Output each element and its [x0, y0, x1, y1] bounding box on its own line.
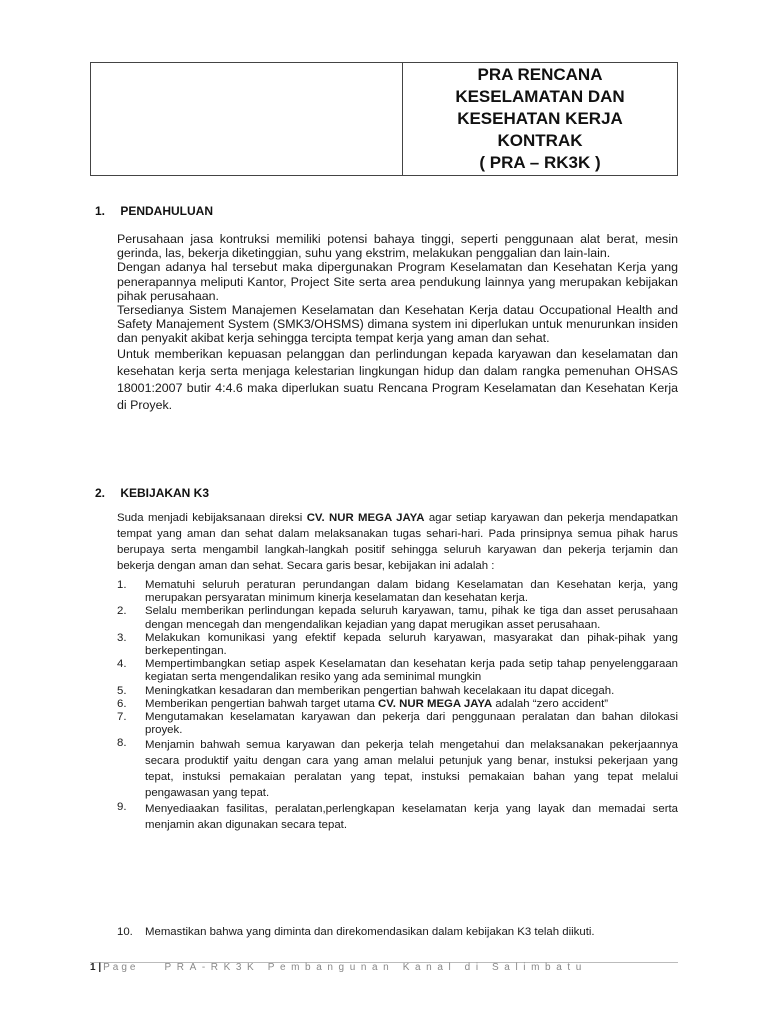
item-number: 10.: [117, 926, 133, 938]
footer-document-title: PRA-RK3K Pembangunan Kanal di Salimbatu: [164, 962, 587, 973]
item-text: Mempertimbangkan setiap aspek Keselamatan dan kesehatan kerja pada setip tahap penyelenggaraan kegiatan serta mengendalikan resiko yang ada seminimal mungkin: [145, 658, 678, 684]
item-number: 6.: [117, 697, 127, 710]
item-text: Mematuhi seluruh peraturan perundangan dalam bidang Keselamatan dan Kesehatan kerja, yang merupakan persyaratan minimum kinerja keselamatan dan kesehatan kerja.: [145, 579, 678, 605]
page-label: Page: [103, 962, 139, 973]
section-title: PENDAHULUAN: [120, 204, 214, 218]
kebijakan-intro: [117, 510, 678, 574]
item-text: Menjamin bahwah semua karyawan dan pekerja telah mengetahui dan melaksanakan pekerjaannya secara produktif yaitu dengan cara yang aman melalui petunjuk yang benar, instuksi pekerjaan yang tepat, instuksi pemakaian peralatan yang tepat, instuksi pemakaian bahan yang tepat melalui pengawasan yang tepat.: [145, 739, 678, 800]
title-line: PRA RENCANA: [477, 65, 603, 84]
item-number: 2.: [117, 605, 127, 618]
document-title: [403, 63, 677, 175]
item-number: 4.: [117, 658, 127, 671]
item-number: 8.: [117, 737, 127, 750]
item-text-part: adalah “zero accident”: [492, 697, 609, 710]
title-line: KESEHATAN KERJA: [457, 109, 623, 128]
page-number: 1 |: [90, 962, 102, 973]
item-text: Mengutamakan keselamatan karyawan dan pekerja dari penggunaan peralatan dan bahan dilokasi proyek.: [145, 711, 678, 737]
paragraph: Tersedianya Sistem Manajemen Keselamatan dan Kesehatan Kerja datau Occupational Health and Safety Manajement System (SMK3/OHSMS) dimana system ini diperlukan untuk menurunkan insiden dan penyakit akibat kerja sehingga tercipta tempat kerja yang aman dan sehat.: [117, 303, 678, 346]
section-title: KEBIJAKAN K3: [120, 486, 210, 500]
section-heading-pendahuluan: [95, 204, 213, 218]
intro-text: agar setiap karyawan dan pekerja mendapatkan tempat yang aman dan sehat dalam melaksanakan tugas sehari-hari. Pada prinsipnya semua pihak harus berupaya serta mengambil langkah-langkah positif sehingga seluruh karyawan dan pekerja terjamin dan bekerja dengan aman dan sehat. Secara garis besar, kebijakan ini adalah :: [117, 512, 678, 572]
item-text-part: Memberikan pengertian bahwah target utama: [145, 697, 379, 710]
company-name: CV. NUR MEGA JAYA: [378, 697, 493, 710]
title-line: KESELAMATAN DAN: [455, 87, 625, 106]
page-footer: [90, 962, 587, 973]
list-item: [117, 632, 678, 658]
list-item: [117, 658, 678, 684]
list-item: [117, 579, 678, 605]
list-item: [117, 711, 678, 737]
list-item: [117, 737, 678, 801]
section-heading-kebijakan: [95, 486, 209, 500]
company-name: CV. NUR MEGA JAYA: [306, 512, 425, 524]
item-text: Selalu memberikan perlindungan kepada seluruh karyawan, tamu, pihak ke tiga dan asset perusahaan dengan mencegah dan mengendalikan kejadian yang dapat merugikan asset perusahaan.: [145, 605, 678, 631]
item-number: 7.: [117, 711, 127, 724]
list-item: [117, 605, 678, 631]
title-line: ( PRA – RK3K ): [479, 153, 601, 172]
title-line: KONTRAK: [497, 131, 583, 150]
item-text: Melakukan komunikasi yang efektif kepada seluruh karyawan, masyarakat dan pihak-pihak yang berkepentingan.: [145, 631, 678, 658]
list-item: [117, 801, 678, 833]
paragraph: Dengan adanya hal tersebut maka dipergunakan Program Keselamatan dan Kesehatan Kerja yang penerapannya meliputi Kantor, Project Site serta area pendukung lainnya yang merupakan kebijakan pihak perusahaan.: [117, 260, 678, 303]
policy-list: [117, 579, 678, 833]
item-text: [145, 698, 678, 711]
intro-text: Suda menjadi kebijaksanaan direksi: [117, 512, 307, 524]
item-text: Meningkatkan kesadaran dan memberikan pengertian bahwah kecelakaan itu dapat dicegah.: [145, 684, 615, 697]
item-number: 9.: [117, 801, 127, 814]
list-item: [117, 925, 678, 939]
item-number: 5.: [117, 684, 127, 697]
item-text: Menyediaakan fasilitas, peralatan,perlengkapan keselamatan kerja yang layak dan memadai serta menjamin akan digunakan secara tepat.: [145, 803, 678, 832]
item-number: 3.: [117, 631, 127, 644]
header-table: [90, 62, 678, 176]
pendahuluan-body: [117, 232, 678, 414]
header-logo-cell: [91, 63, 403, 175]
paragraph: Perusahaan jasa kontruksi memiliki potensi bahaya tinggi, seperti penggunaan alat berat, mesin gerinda, las, bekerja diketinggian, suhu yang ekstrim, melakukan penggalian dan lain-lain.: [117, 232, 678, 261]
paragraph: Untuk memberikan kepuasan pelanggan dan perlindungan kepada karyawan dan keselamatan dan kesehatan kerja serta menjaga kelestarian lingkungan hidup dan dalam rangka pemenuhan OHSAS 18001:2007 butir 4:4.6 maka diperlukan suatu Rencana Program Keselamatan dan Kesehatan Kerja di Proyek.: [117, 346, 678, 412]
item-text: Memastikan bahwa yang diminta dan direkomendasikan dalam kebijakan K3 telah diikuti.: [145, 926, 595, 938]
list-item: [117, 698, 678, 711]
list-item: [117, 685, 678, 698]
section-number: 2.: [95, 486, 106, 500]
section-number: 1.: [95, 204, 106, 218]
item-number: 1.: [117, 579, 127, 591]
